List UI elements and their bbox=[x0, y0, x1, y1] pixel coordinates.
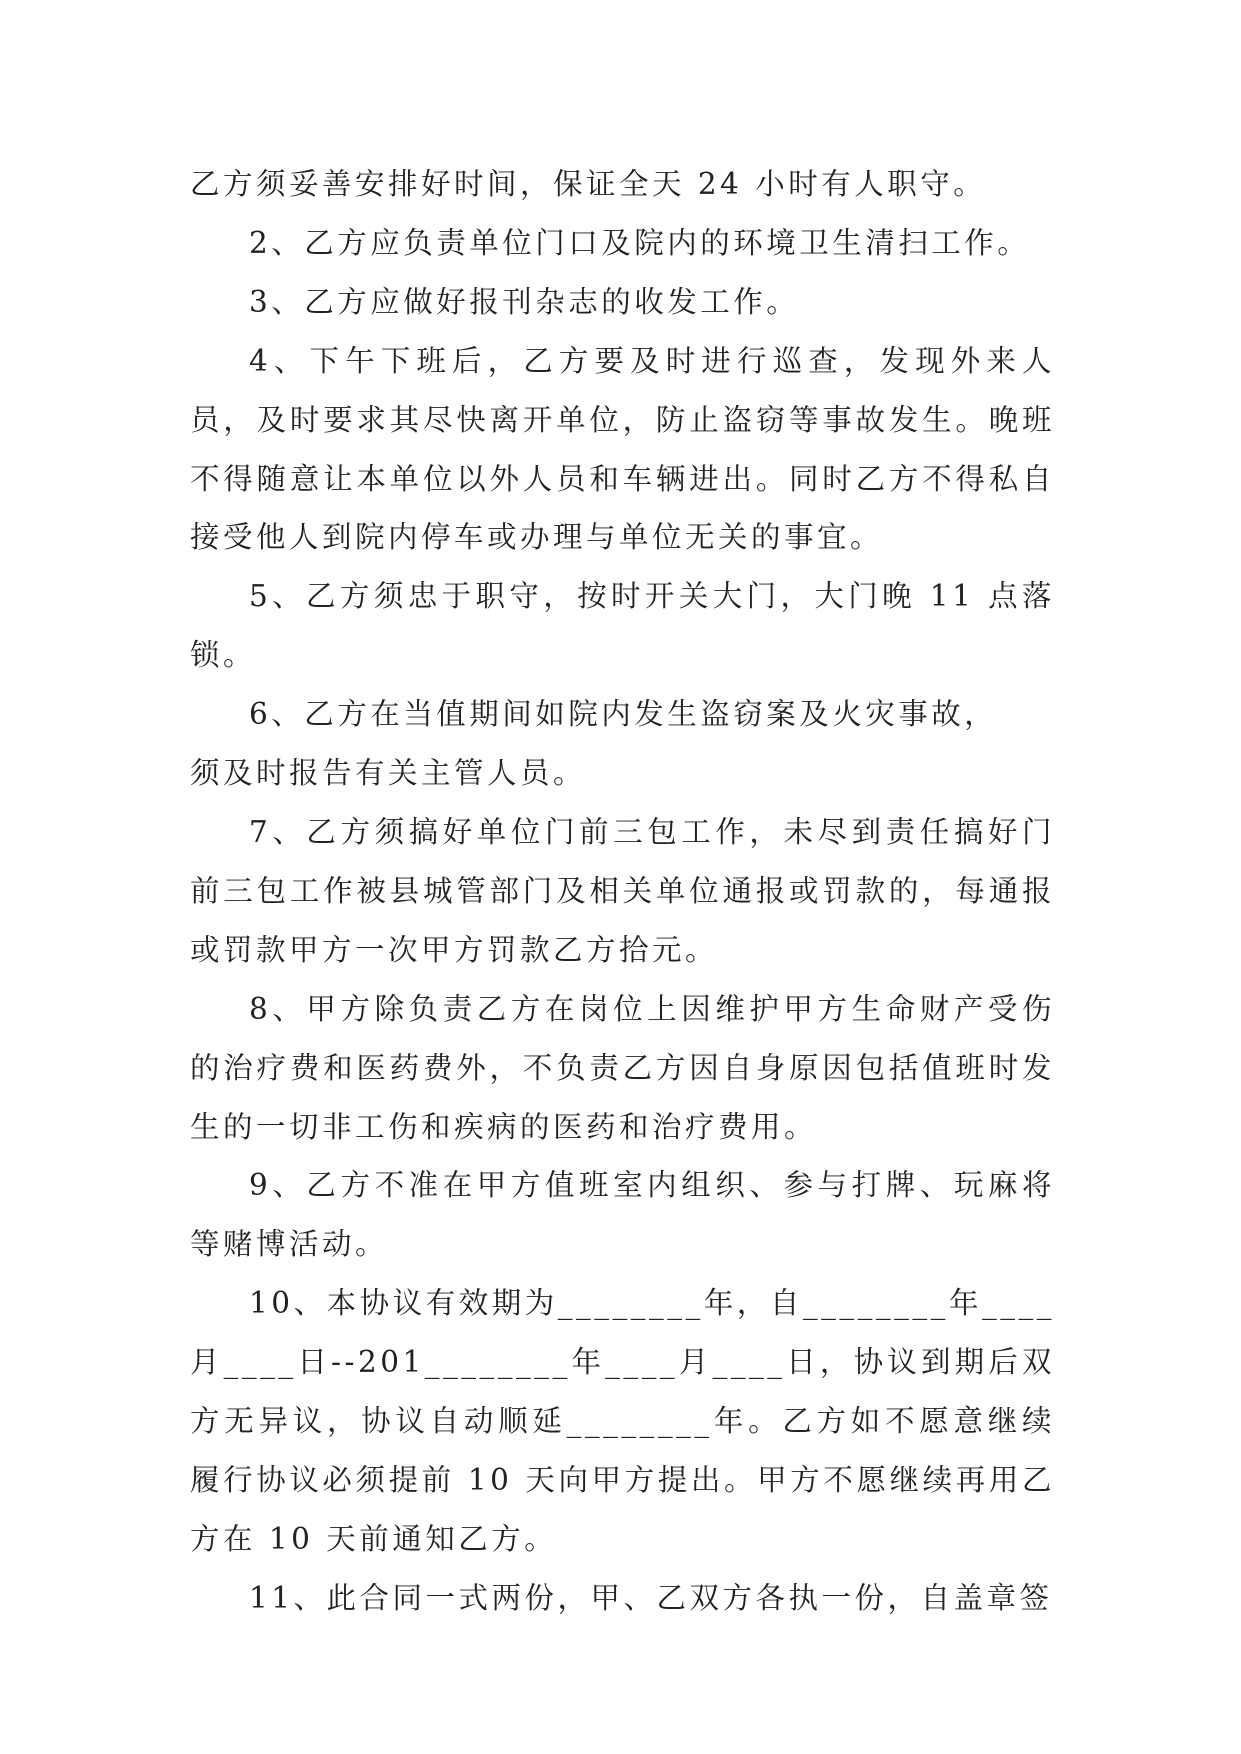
paragraph-clause-8: 8、甲方除负责乙方在岗位上因维护甲方生命财产受伤的治疗费和医药费外，不负责乙方因自身原因包括值班时发生的一切非工伤和疾病的医药和治疗费用。 bbox=[190, 991, 1055, 1144]
paragraph-clause-9: 9、乙方不准在甲方值班室内组织、参与打牌、玩麻将等赌博活动。 bbox=[190, 1168, 1055, 1262]
paragraph-clause-3: 3、乙方应做好报刊杂志的收发工作。 bbox=[249, 284, 800, 319]
paragraph-clause-10: 10、本协议有效期为________年，自________年____月____日--201________年____月____日，协议到期后双方无异议，协议自动顺延________年。乙方如不愿意继续履行协议必须提前 10 天向甲方提出。甲方不愿继续再用乙方在 10 天前通知乙方。 bbox=[190, 1286, 1055, 1556]
paragraph-clause-7: 7、乙方须搞好单位门前三包工作，未尽到责任搞好门前三包工作被县城管部门及相关单位通报或罚款的，每通报或罚款甲方一次甲方罚款乙方拾元。 bbox=[190, 814, 1055, 967]
paragraph-clause-6-continuation: 须及时报告有关主管人员。 bbox=[190, 756, 587, 791]
paragraph-clause-6: 6、乙方在当值期间如院内发生盗窃案及火灾事故， bbox=[249, 697, 998, 732]
paragraph-clause-4: 4、下午下班后，乙方要及时进行巡查，发现外来人员，及时要求其尽快离开单位，防止盗窃等事故发生。晚班不得随意让本单位以外人员和车辆进出。同时乙方不得私自接受他人到院内停车或办理与单位无关的事宜。 bbox=[190, 343, 1055, 555]
paragraph-clause-5: 5、乙方须忠于职守，按时开关大门，大门晚 11 点落锁。 bbox=[190, 579, 1055, 673]
paragraph-continuation: 乙方须妥善安排好时间，保证全天 24 小时有人职守。 bbox=[190, 167, 987, 201]
paragraph-clause-2: 2、乙方应负责单位门口及院内的环境卫生清扫工作。 bbox=[249, 225, 1031, 260]
paragraph-clause-11: 11、此合同一式两份，甲、乙双方各执一份，自盖章签 bbox=[249, 1580, 1053, 1615]
document-body bbox=[190, 155, 1055, 1628]
